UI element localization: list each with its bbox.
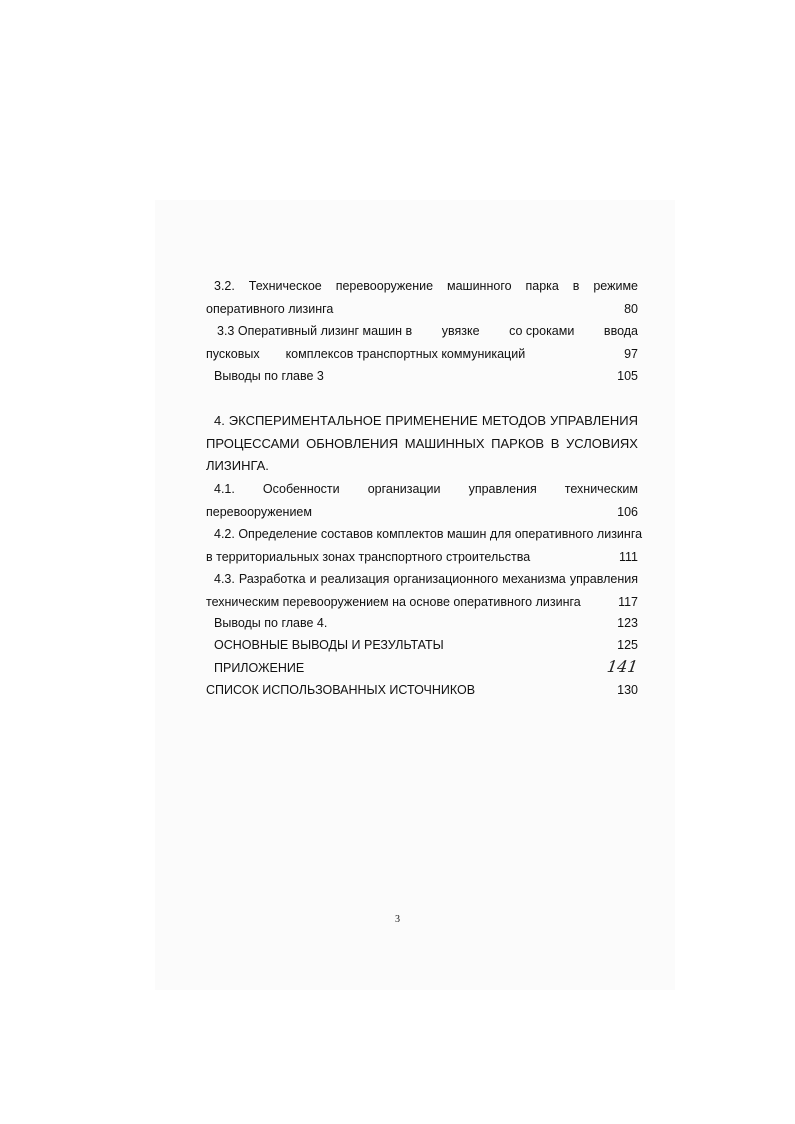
toc-entry-title: оперативного лизинга <box>206 301 334 316</box>
toc-entry-4-1-line2 <box>206 501 638 524</box>
toc-entry-3-2-line2 <box>206 298 638 321</box>
toc-entry-title: СПИСОК ИСПОЛЬЗОВАННЫХ ИСТОЧНИКОВ <box>206 683 476 697</box>
toc-page-number: 105 <box>617 369 638 383</box>
toc-entry-title: Выводы по главе 4. <box>214 616 328 630</box>
toc-page-number: 125 <box>617 638 638 652</box>
toc-page-number: 97 <box>624 346 638 361</box>
toc-entry-title: перевооружением <box>206 504 312 519</box>
toc-entry-main-results <box>206 634 638 657</box>
toc-entry-3-3 <box>206 320 638 365</box>
toc-entry-conclusions-4 <box>206 612 638 635</box>
toc-word: пусковых <box>206 346 260 361</box>
toc-entry-main-results-line <box>206 634 638 657</box>
toc-word: 4.1. <box>214 482 235 496</box>
toc-entry-4-2 <box>206 523 643 568</box>
toc-word: 4. <box>214 413 225 428</box>
toc-word: управления <box>468 482 537 496</box>
toc-entry-title: ОСНОВНЫЕ ВЫВОДЫ И РЕЗУЛЬТАТЫ <box>214 638 444 652</box>
toc-word: В <box>550 435 560 451</box>
toc-entry-4-3-line2 <box>206 591 638 614</box>
toc-word: УПРАВЛЕНИЯ <box>550 413 638 428</box>
toc-entry-title: в территориальных зонах транспортного строительства <box>206 549 531 564</box>
toc-page-number-handwritten <box>604 656 638 680</box>
toc-word: ПАРКОВ <box>491 435 545 451</box>
toc-page-number: 111 <box>618 549 638 564</box>
toc-entry-references <box>206 679 638 702</box>
toc-word: ПРИМЕНЕНИЕ <box>385 413 478 428</box>
toc-word: ОБНОВЛЕНИЯ <box>306 435 399 451</box>
toc-word: перевооружение <box>335 279 434 293</box>
toc-word: ЛИЗИНГА. <box>206 458 269 473</box>
toc-word: МЕТОДОВ <box>481 413 547 428</box>
toc-chapter-4-line3 <box>206 454 638 477</box>
page-number: 3 <box>395 914 400 925</box>
toc-entry-conclusions-3 <box>206 365 638 388</box>
toc-word: Техническое <box>248 279 322 293</box>
toc-word: со сроками <box>509 324 575 338</box>
toc-entry-3-3-line2 <box>206 343 638 366</box>
toc-word: УСЛОВИЯХ <box>566 435 638 451</box>
handwritten-page-number: 141 <box>606 657 640 676</box>
toc-chapter-4-line1 <box>206 409 638 432</box>
toc-page-number: 80 <box>624 301 638 316</box>
toc-entry-4-1-line1 <box>206 478 638 501</box>
toc-word: режиме <box>593 279 638 293</box>
toc-word: техническим <box>564 482 638 496</box>
toc-entry-4-3 <box>206 568 638 613</box>
toc-word: увязке <box>441 324 480 338</box>
toc-entry-4-2-line1: 4.2. Определение составов комплектов машин для оперативного лизинга <box>214 527 643 541</box>
toc-chapter-4-line2 <box>206 432 638 455</box>
toc-word: ввода <box>603 324 638 338</box>
toc-entry-title <box>206 343 525 366</box>
toc-entry-4-1 <box>206 478 638 523</box>
toc-entry-appendix-line <box>206 656 638 679</box>
toc-entry-3-3-line1 <box>206 320 638 343</box>
toc-word: 3.3 Оперативный лизинг машин в <box>217 324 413 338</box>
toc-word: организации <box>367 482 441 496</box>
toc-entry-3-2-line1 <box>206 275 638 298</box>
toc-entry-conclusions-4-line <box>206 612 638 635</box>
toc-word: ЭКСПЕРИМЕНТАЛЬНОЕ <box>228 413 382 428</box>
toc-entry-3-2 <box>206 275 638 320</box>
toc-entry-title: техническим перевооружением на основе оперативного лизинга <box>206 594 581 609</box>
toc-chapter-4 <box>206 409 638 477</box>
toc-page-number: 123 <box>617 616 638 630</box>
toc-entry-4-3-line1: 4.3. Разработка и реализация организационного механизма управления <box>214 572 638 586</box>
toc-page-number: 130 <box>617 683 638 697</box>
toc-word: ПРОЦЕССАМИ <box>206 435 300 451</box>
toc-word: парка <box>525 279 559 293</box>
toc-entry-conclusions-3-line <box>206 365 638 388</box>
toc-word: МАШИННЫХ <box>404 435 485 451</box>
toc-word: машинного <box>447 279 512 293</box>
toc-page-number: 117 <box>618 594 638 609</box>
toc-word: в <box>572 279 580 293</box>
toc-entry-appendix <box>206 656 638 679</box>
toc-word: Особенности <box>262 482 340 496</box>
toc-page-number: 106 <box>617 504 638 519</box>
toc-entry-4-2-line2 <box>206 546 638 569</box>
toc-entry-references-line <box>206 679 638 702</box>
toc-entry-title: Выводы по главе 3 <box>214 369 324 383</box>
toc-word: 3.2. <box>214 279 235 293</box>
toc-entry-title: ПРИЛОЖЕНИЕ <box>214 661 305 675</box>
toc-word: комплексов транспортных коммуникаций <box>285 346 526 361</box>
